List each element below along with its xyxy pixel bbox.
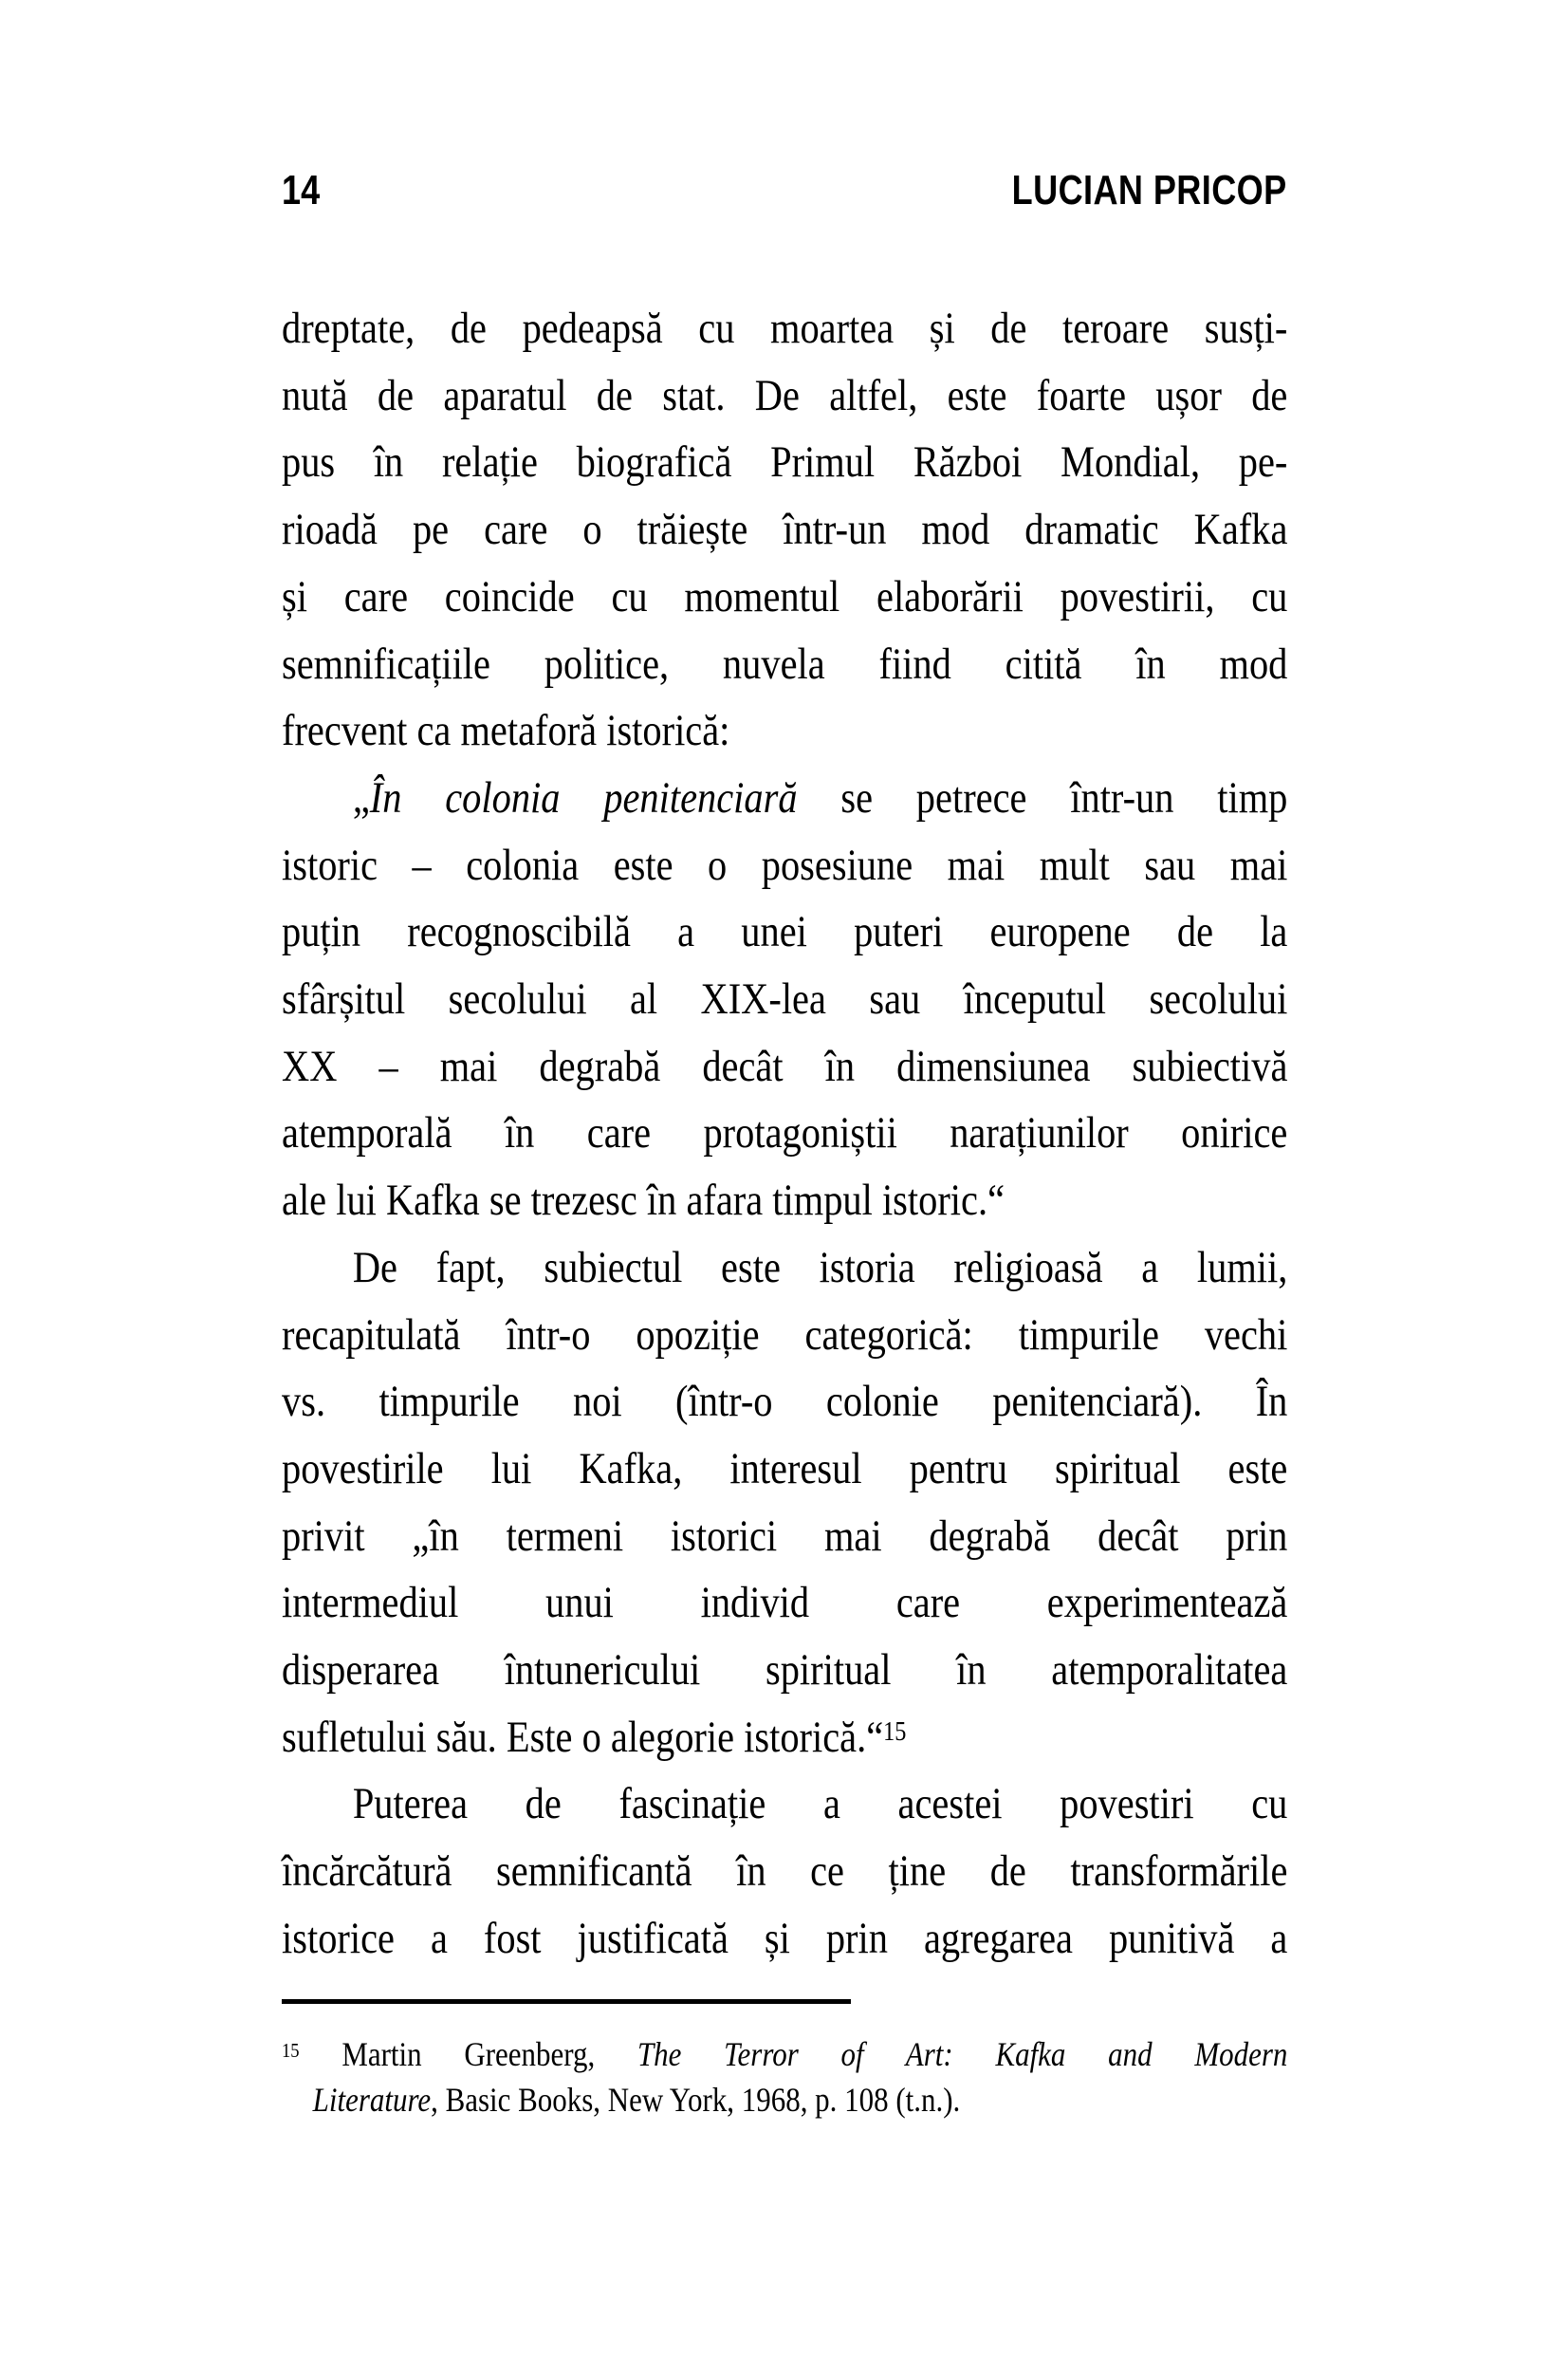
text-line bbox=[282, 429, 1287, 496]
text-line bbox=[282, 496, 1287, 564]
text-segment: XX – mai degrabă decât în dimensiunea subiectivă bbox=[282, 1041, 1288, 1091]
text-line bbox=[282, 832, 1287, 899]
italic-text: Literature bbox=[312, 2081, 432, 2119]
paragraph bbox=[282, 1770, 1287, 1972]
text-line bbox=[282, 966, 1287, 1033]
paragraph bbox=[282, 765, 1287, 1234]
italic-text: În colonia penitenciară bbox=[369, 772, 798, 823]
text-line bbox=[282, 2031, 1287, 2077]
text-line bbox=[282, 362, 1287, 430]
text-segment: rioadă pe care o trăiește într-un mod dramatic Kafka bbox=[282, 505, 1288, 555]
text-segment: „ bbox=[352, 772, 370, 823]
text-line bbox=[282, 295, 1287, 362]
text-segment: ale lui Kafka se trezesc în afara timpul istoric.“ bbox=[282, 1176, 1005, 1226]
text-segment: se petrece într-un timp bbox=[797, 772, 1288, 823]
text-segment: frecvent ca metaforă istorică: bbox=[282, 706, 730, 756]
text-line bbox=[282, 1838, 1287, 1905]
text-segment: povestirile lui Kafka, interesul pentru spiritual este bbox=[282, 1443, 1288, 1493]
text-segment: istoric – colonia este o posesiune mai mult sau mai bbox=[282, 840, 1288, 890]
italic-text: The Terror of Art: Kafka and Modern bbox=[636, 2035, 1288, 2073]
text-line bbox=[282, 1569, 1287, 1637]
text-segment: Martin Greenberg, bbox=[299, 2035, 637, 2073]
text-line bbox=[282, 564, 1287, 631]
text-line bbox=[282, 899, 1287, 966]
text-line bbox=[282, 1100, 1287, 1167]
text-line bbox=[282, 1704, 1287, 1771]
text-segment: intermediul unui individ care experimentează bbox=[282, 1578, 1288, 1628]
text-line bbox=[282, 1436, 1287, 1503]
text-line bbox=[282, 631, 1287, 698]
text-line bbox=[282, 697, 1287, 765]
page-number: 14 bbox=[282, 167, 321, 213]
text-segment: nută de aparatul de stat. De altfel, este foarte ușor de bbox=[282, 370, 1288, 420]
text-segment: disperarea întunericului spiritual în atemporalitatea bbox=[282, 1645, 1288, 1696]
footnote-ref: 15 bbox=[282, 2038, 300, 2062]
text-line bbox=[282, 765, 1287, 832]
footnote bbox=[282, 2031, 1287, 2122]
text-line bbox=[282, 1234, 1287, 1302]
header-author: LUCIAN PRICOP bbox=[1012, 167, 1287, 213]
text-line bbox=[282, 1905, 1287, 1973]
text-segment: sufletului său. Este o alegorie istorică.“ bbox=[282, 1712, 884, 1762]
running-header bbox=[282, 167, 1287, 217]
text-line bbox=[282, 1033, 1287, 1101]
text-segment: puțin recognoscibilă a unei puteri europene de la bbox=[282, 907, 1288, 957]
text-segment: recapitulată într-o opoziție categorică: timpurile vechi bbox=[282, 1309, 1288, 1360]
text-segment: Puterea de fascinație a acestei povestiri cu bbox=[352, 1779, 1288, 1829]
text-line bbox=[282, 1770, 1287, 1838]
text-line bbox=[282, 1368, 1287, 1436]
text-line bbox=[282, 1503, 1287, 1570]
text-line bbox=[282, 1167, 1287, 1234]
text-segment: De fapt, subiectul este istoria religioasă a lumii, bbox=[352, 1242, 1288, 1292]
text-segment: , Basic Books, New York, 1968, p. 108 (t.n.). bbox=[431, 2081, 961, 2119]
text-line bbox=[282, 2077, 1287, 2122]
text-segment: atemporală în care protagoniștii narațiunilor onirice bbox=[282, 1108, 1288, 1158]
paragraph bbox=[282, 295, 1287, 765]
footnote-rule bbox=[282, 1999, 851, 2004]
text-segment: istorice a fost justificată și prin agregarea punitivă a bbox=[282, 1913, 1288, 1963]
text-segment: încărcătură semnificantă în ce ține de transformările bbox=[282, 1846, 1288, 1897]
paragraph bbox=[282, 1234, 1287, 1771]
body-text bbox=[282, 295, 1287, 1973]
text-segment: vs. timpurile noi (într-o colonie penitenciară). În bbox=[282, 1377, 1288, 1427]
text-segment: sfârșitul secolului al XIX-lea sau începutul secolului bbox=[282, 974, 1288, 1025]
text-segment: și care coincide cu momentul elaborării povestirii, cu bbox=[282, 571, 1288, 621]
text-line bbox=[282, 1637, 1287, 1704]
text-segment: privit „în termeni istorici mai degrabă decât prin bbox=[282, 1511, 1288, 1561]
text-line bbox=[282, 1302, 1287, 1369]
footnote-ref: 15 bbox=[883, 1716, 907, 1747]
text-segment: dreptate, de pedeapsă cu moartea și de teroare susți- bbox=[282, 304, 1288, 353]
text-segment: pus în relație biografică Primul Război Mondial, pe- bbox=[282, 437, 1288, 488]
text-segment: semnificațiile politice, nuvela fiind citită în mod bbox=[282, 639, 1288, 689]
